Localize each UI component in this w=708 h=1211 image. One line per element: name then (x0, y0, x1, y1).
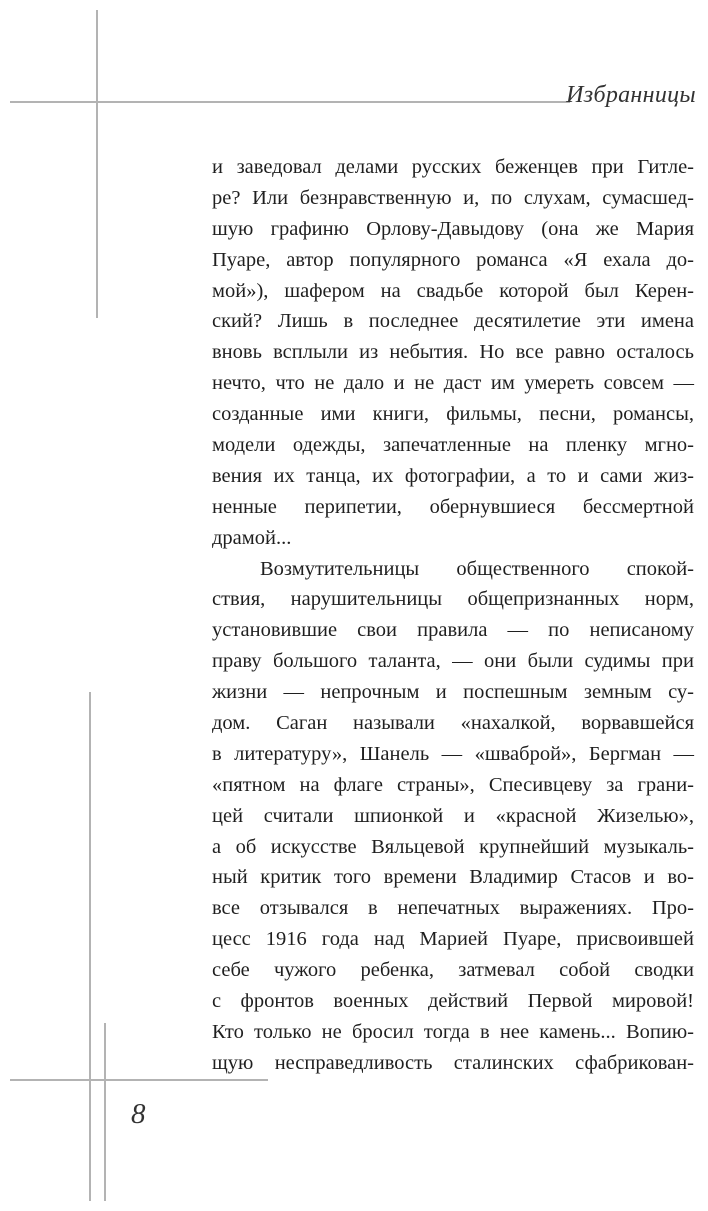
text-line: праву большого таланта, — они были судимы при (212, 650, 694, 673)
text-line: установившие свои правила — по неписаному (212, 619, 694, 642)
text-line: с фронтов военных действий Первой мировой! (212, 990, 694, 1013)
footer-rule-vertical-inner (104, 1023, 106, 1201)
text-line: шую графиню Орлову-Давыдову (она же Мария (212, 217, 694, 240)
text-line: жизни — непрочным и поспешным земным су- (212, 681, 694, 704)
text-line: ный критик того времени Владимир Стасов и во- (212, 866, 694, 889)
text-line: модели одежды, запечатленные на пленку мгно- (212, 434, 694, 457)
text-line: все отзывался в непечатных выражениях. Про- (212, 897, 694, 920)
text-line: мой»), шафером на свадьбе которой был Керен- (212, 279, 694, 302)
text-line: ствия, нарушительницы общепризнанных норм, (212, 588, 694, 611)
body-text (212, 152, 694, 1079)
text-line: ский? Лишь в последнее десятилетие эти имена (212, 310, 694, 333)
footer-rule-vertical-outer (89, 692, 91, 1201)
page-number: 8 (131, 1098, 146, 1130)
text-line: вения их танца, их фотографии, а то и сами жиз- (212, 464, 694, 487)
text-line: цей считали шпионкой и «красной Жизелью», (212, 804, 694, 827)
text-line: цесс 1916 года над Марией Пуаре, присвоившей (212, 928, 694, 951)
text-line: Возмутительницы общественного спокой- (260, 557, 694, 580)
text-line: Пуаре, автор популярного романса «Я ехала до- (212, 248, 694, 271)
text-line: себе чужого ребенка, затмевал собой сводки (212, 959, 694, 982)
paragraph (212, 554, 694, 1079)
footer-rule-horizontal (10, 1079, 268, 1081)
text-line: и заведовал делами русских беженцев при Гитле- (212, 156, 694, 178)
text-line: созданные ими книги, фильмы, песни, романсы, (212, 403, 694, 426)
text-line: в литературу», Шанель — «шваброй», Бергман — (212, 742, 694, 765)
text-line: ненные перипетии, обернувшиеся бессмертной (212, 495, 694, 518)
text-line: «пятном на флаге страны», Спесивцеву за грани- (212, 773, 694, 796)
text-line: драмой... (212, 526, 292, 549)
header-rule-vertical (96, 10, 98, 318)
text-line: ре? Или безнравственную и, по слухам, сумасшед- (212, 186, 694, 209)
text-line: Кто только не бросил тогда в нее камень... Вопию- (212, 1020, 694, 1043)
header-rule-horizontal (10, 101, 570, 103)
running-header-title: Избранницы (566, 82, 696, 108)
text-line: вновь всплыли из небытия. Но все равно осталось (212, 341, 694, 364)
text-line: дом. Саган называли «нахалкой, ворвавшейся (212, 712, 694, 735)
paragraph (212, 152, 694, 554)
text-line: щую несправедливость сталинских сфабрикован- (212, 1051, 694, 1074)
text-line: нечто, что не дало и не даст им умереть совсем — (212, 372, 694, 395)
text-line: а об искусстве Вяльцевой крупнейший музыкаль- (212, 835, 694, 858)
